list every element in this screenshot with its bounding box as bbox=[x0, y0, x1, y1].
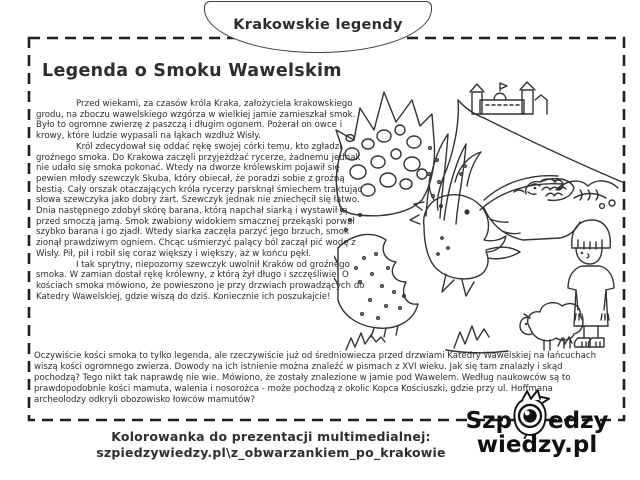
footer-line2: szpiedzywiedzy.pl\z_obwarzankiem_po_krakowie bbox=[96, 445, 446, 460]
szpiedzy-wiedzy-logo bbox=[452, 386, 622, 458]
riverbank-drawing bbox=[556, 181, 618, 208]
story-paragraph: I tak sprytny, niepozorny szewczyk uwolnił Kraków od groźnego smoka. W zamian dostał rękę królewny, z którą żył długo i szczęśliwie. O kościach smoka mówiono, że powieszono je przy drzwiach prowadzących do Katedry Wawelskiej, gdzie wiszą do dziś. Koniecznie ich poszukajcie! bbox=[36, 259, 365, 302]
logo-text-prefix: Szp bbox=[465, 408, 512, 434]
river-drawing bbox=[480, 176, 580, 240]
boy-drawing bbox=[568, 220, 614, 347]
footnote-paragraph: Oczywiście kości smoka to tylko legenda, ale rzeczywiście już od średniowiecza przed drzwiami Katedry Wawelskiej na łańcuchach wiszą kości ogromnego zwierza. Dowody na ich istnienie można znaleźć w pismach z XVI wieku. Jak się tam znalazły i skąd pochodzą? Tego nikt tak naprawdę nie wie. Mówiono, że zostały znalezione w jamie pod Wawelem. Według naukowców są to prawdopodobnie kości mamuta, walenia i nosorożca - może pochodzą z okolic Kopca Kościuszki, gdzie przy ul. Hoffmana archeolodzy odkryli obozowisko łowców mamutów? bbox=[34, 351, 597, 405]
logo-line2: wiedzy.pl bbox=[476, 432, 598, 458]
story-column bbox=[36, 99, 372, 302]
story-paragraph: Przed wiekami, za czasów króla Kraka, założyciela krakowskiego grodu, na zboczu wawelskiego wzgórza w wielkiej jamie zamieszkał smok. Było to ogromne zwierzę z paszczą i długim ogonem. Pożerał on owce i krowy, które ludzie wypasali na łąkach wzdłuż Wisły. bbox=[36, 99, 356, 142]
logo-line1 bbox=[452, 386, 622, 438]
dragon-illustration bbox=[334, 78, 624, 362]
story-paragraph: Król zdecydował się oddać rękę swojej córki temu, kto zgładzi groźnego smoka. Do Krakowa zaczęli przyjeżdżać rycerze, żadnemu jednak nie udało się smoka pokonać. Wtedy na dworze królewskim pojawił się pewien młody szewczyk Skuba, który obiecał, że poradzi sobie z groźną bestią. Cały orszak otaczających króla rycerzy parsknął śmiechem traktując słowa szewczyka jako dobry żart. Szewczyk jednak nie zniechęcił się łatwo. Dnia następnego zdobył skórę barana, którą napchał siarką i wystawił ją przed smoczą jamą. Smok zwabiony widokiem smacznej przekąski porwał szybko barana i go zjadł. Wtedy siarka zaczęła parzyć jego brzuch, smok zionął prawdziwym ogniem. Chcąc uśmierzyć palący ból zaczął pić wodę z Wisły. Pił, pił i robił się coraz większy i większy, aż w końcu pękł. bbox=[36, 141, 363, 259]
ram-bait-drawing bbox=[526, 179, 598, 201]
banner-title: Krakowskie legendy bbox=[233, 17, 403, 33]
footer-caption bbox=[30, 429, 512, 461]
grass-drawing bbox=[346, 326, 572, 353]
page-title: Legenda o Smoku Wawelskim bbox=[42, 61, 342, 81]
logo-text-suffix: edzy bbox=[547, 408, 609, 434]
footer-line1: Kolorowanka do prezentacji multimedialnej: bbox=[111, 429, 431, 444]
